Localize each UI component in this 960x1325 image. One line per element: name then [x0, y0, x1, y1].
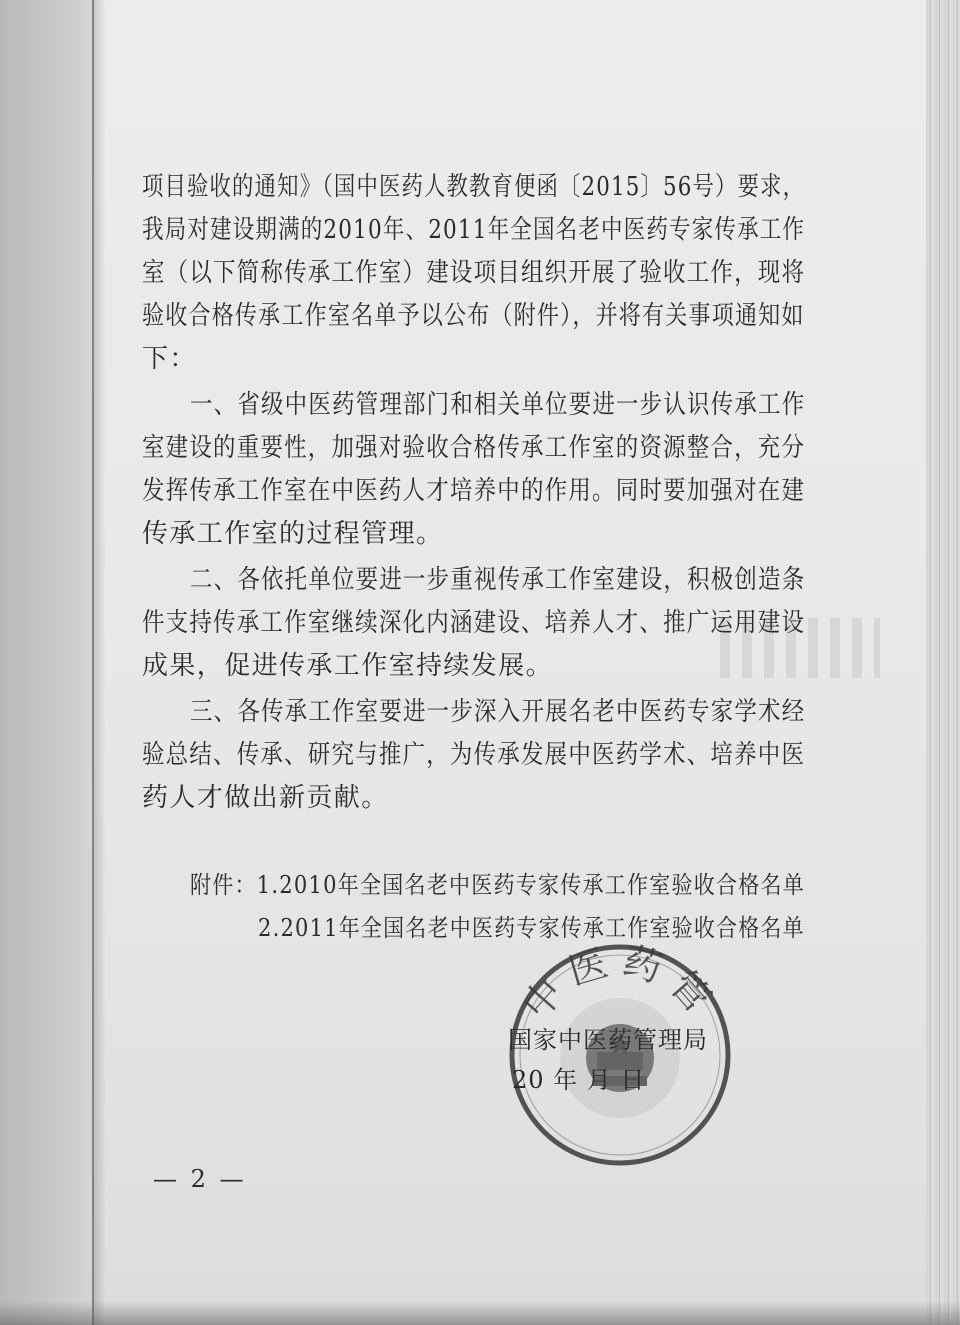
issue-date: 20 年 月 日 — [512, 1066, 646, 1094]
photo-shadow — [0, 1301, 960, 1325]
body-line: 药人才做出新贡献。 — [142, 783, 389, 813]
body-line: 验总结、传承、研究与推广，为传承发展中医药学术、培养中医 — [142, 740, 806, 770]
body-line: 我局对建设期满的2010年、2011年全国名老中医药专家传承工作 — [142, 215, 806, 245]
attachment-item-1: 附件：1.2010年全国名老中医药专家传承工作室验收合格名单 — [190, 871, 806, 899]
binding-strip — [0, 0, 94, 1325]
page-edges — [926, 0, 960, 1325]
body-line: 传承工作室的过程管理。 — [142, 519, 444, 549]
attachment-item-2: 2.2011年全国名老中医药专家传承工作室验收合格名单 — [258, 914, 805, 942]
body-line: 下： — [142, 344, 197, 374]
body-line: 项目验收的通知》（国中医药人教教育便函〔2015〕56号）要求， — [142, 172, 806, 202]
issuer-name: 国家中医药管理局 — [508, 1026, 708, 1054]
body-line: 件支持传承工作室继续深化内涵建设、培养人才、推广运用建设 — [142, 608, 806, 638]
body-line: 室（以下简称传承工作室）建设项目组织开展了验收工作，现将 — [142, 258, 806, 288]
body-line: 成果，促进传承工作室持续发展。 — [142, 651, 554, 681]
body-line: 三、各传承工作室要进一步深入开展名老中医药专家学术经 — [190, 697, 806, 727]
body-line: 一、省级中医药管理部门和相关单位要进一步认识传承工作 — [190, 390, 806, 420]
body-line: 发挥传承工作室在中医药人才培养中的作用。同时要加强对在建 — [142, 476, 806, 506]
page-number: — 2 — — [153, 1165, 247, 1193]
body-line: 验收合格传承工作室名单予以公布（附件），并将有关事项通知如 — [142, 301, 805, 331]
body-line: 室建设的重要性，加强对验收合格传承工作室的资源整合，充分 — [142, 433, 806, 463]
binding-shadow — [92, 0, 106, 1325]
seal-ring-text: 中医药管 — [514, 940, 726, 1028]
body-line: 二、各依托单位要进一步重视传承工作室建设，积极创造条 — [190, 565, 806, 595]
official-seal-icon — [505, 940, 735, 1170]
